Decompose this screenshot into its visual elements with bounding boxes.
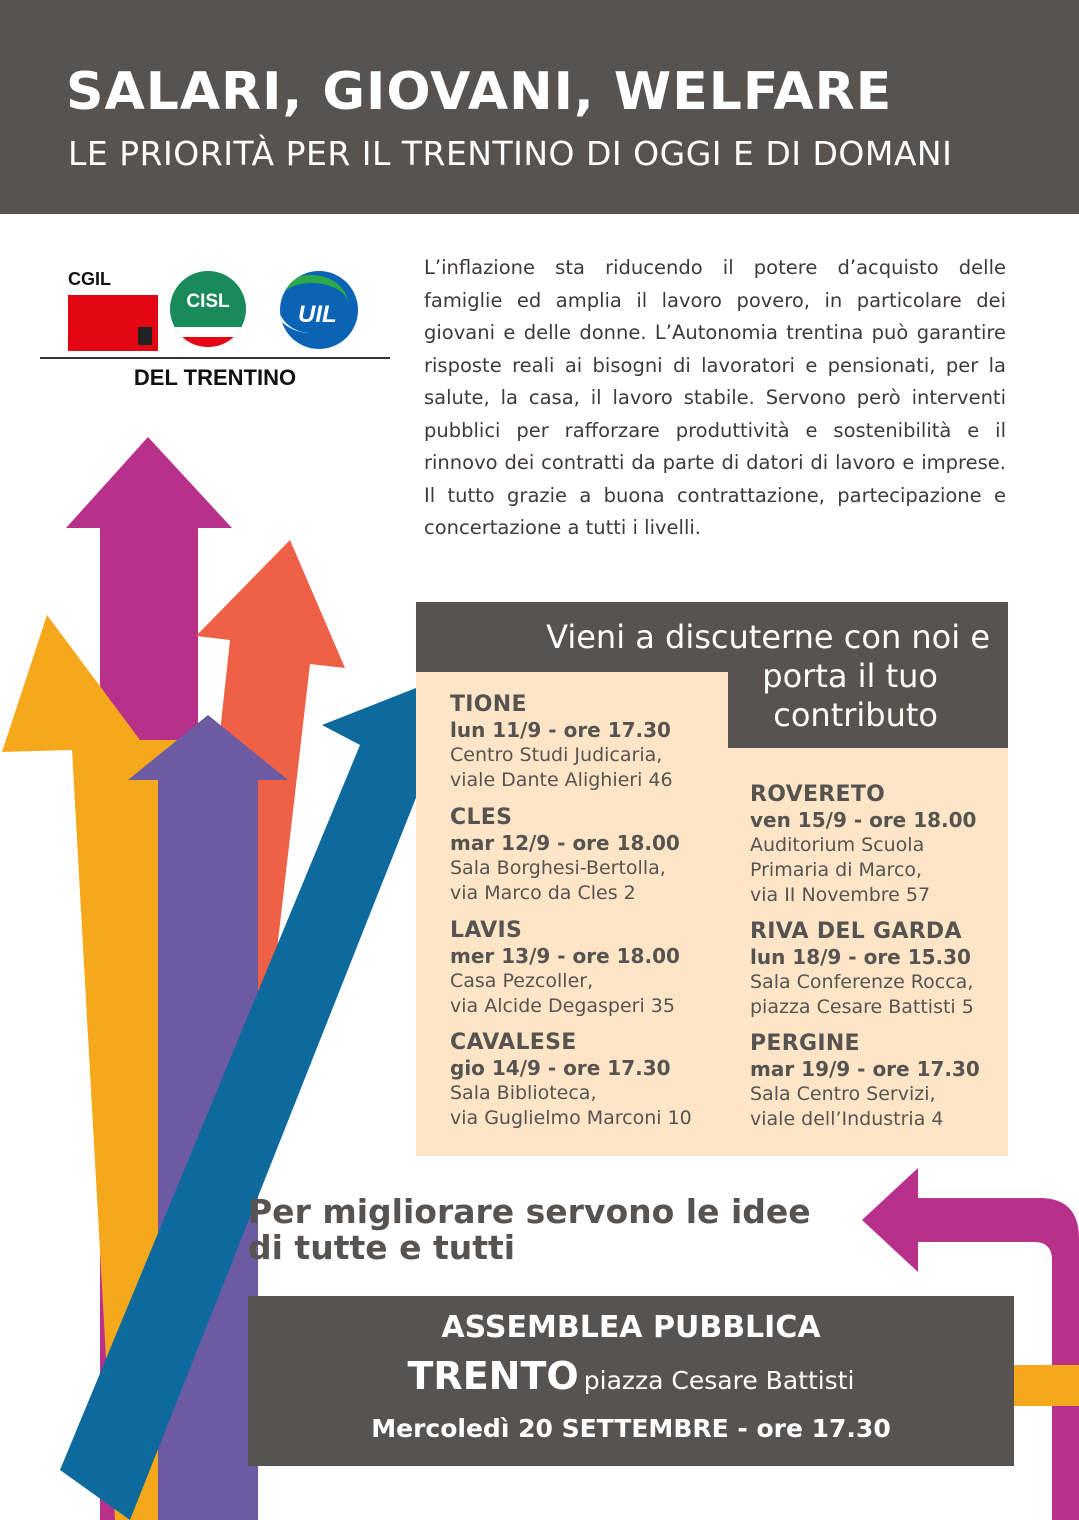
logo-divider	[40, 357, 390, 359]
assembly-location-line	[248, 1354, 1014, 1398]
intro-paragraph: L’inflazione sta riducendo il potere d’acquisto delle famiglie ed amplia il lavoro povero, in particolare dei giovani e delle donne. L’Autonomia trentina può garantire risposte reali ai bisogni di lavoratori e pensionati, per la salute, la casa, il lavoro stabile. Servono però interventi pubblici per rafforzare produttività e sostenibilità e il rinnovo dei contratti da parte di datori di lavoro e imprese. Il tutto grazie a buona contrattazione, partecipazione e concertazione a tutti i livelli.	[424, 256, 1006, 539]
event-datetime: mer 13/9 - ore 18.00	[450, 944, 680, 968]
event-address: viale Dante Alighieri 46	[450, 769, 673, 791]
cisl-logo	[170, 271, 246, 347]
event-datetime: ven 15/9 - ore 18.00	[750, 808, 977, 832]
cisl-logo-text: CISL	[186, 291, 230, 312]
event-venue-2: Primaria di Marco,	[750, 859, 923, 881]
event-city: TIONE	[450, 692, 527, 717]
event-tione	[450, 692, 673, 793]
event-venue: Sala Conferenze Rocca,	[750, 971, 974, 993]
event-address: via Marco da Cles 2	[450, 882, 636, 904]
event-address: viale dell’Industria 4	[750, 1108, 944, 1130]
event-cavalese	[450, 1030, 692, 1131]
event-city: ROVERETO	[750, 782, 886, 807]
cgil-logo	[68, 269, 170, 349]
event-rovereto	[750, 782, 976, 908]
event-venue: Auditorium Scuola	[750, 834, 925, 856]
assembly-title: ASSEMBLEA PUBBLICA	[441, 1310, 821, 1345]
eagle-icon	[138, 327, 152, 345]
event-lavis	[450, 918, 680, 1019]
event-datetime: lun 18/9 - ore 15.30	[750, 945, 971, 969]
union-logos	[40, 265, 390, 395]
events-title-line2: porta il tuo	[762, 657, 938, 695]
logo-subtitle: DEL TRENTINO	[133, 365, 297, 390]
events-title-line1: Vieni a discuterne con noi e	[546, 618, 990, 656]
event-city: PERGINE	[750, 1031, 860, 1056]
event-city: CAVALESE	[450, 1030, 577, 1055]
event-address: via II Novembre 57	[750, 884, 931, 906]
event-city: CLES	[450, 805, 513, 830]
event-datetime: gio 14/9 - ore 17.30	[450, 1056, 671, 1080]
events-title-line3: contributo	[773, 696, 938, 734]
cgil-red-block	[68, 295, 158, 351]
event-pergine	[750, 1031, 980, 1132]
event-address: via Alcide Degasperi 35	[450, 995, 675, 1017]
event-venue: Sala Centro Servizi,	[750, 1083, 936, 1105]
event-address: via Guglielmo Marconi 10	[450, 1107, 692, 1129]
uil-logo-text: UIL	[298, 301, 337, 328]
motto-text	[248, 1194, 811, 1266]
event-datetime: lun 11/9 - ore 17.30	[450, 718, 671, 742]
cisl-stripe	[170, 327, 246, 347]
event-city: RIVA DEL GARDA	[750, 919, 962, 944]
event-venue: Sala Biblioteca,	[450, 1082, 597, 1104]
event-datetime: mar 12/9 - ore 18.00	[450, 831, 680, 855]
event-venue: Casa Pezcoller,	[450, 970, 594, 992]
assembly-panel	[248, 1296, 1014, 1466]
page-subtitle: LE PRIORITÀ PER IL TRENTINO DI OGGI E DI DOMANI	[68, 134, 953, 173]
event-venue: Centro Studi Judicaria,	[450, 744, 663, 766]
header-banner	[0, 0, 1079, 214]
event-cles	[450, 805, 680, 906]
uil-logo	[280, 271, 358, 349]
event-address: piazza Cesare Battisti 5	[750, 996, 974, 1018]
assembly-place: piazza Cesare Battisti	[583, 1366, 855, 1395]
assembly-city: TRENTO	[407, 1354, 579, 1398]
motto-line2: di tutte e tutti	[248, 1228, 516, 1267]
event-city: LAVIS	[450, 918, 523, 943]
event-datetime: mar 19/9 - ore 17.30	[750, 1057, 980, 1081]
assembly-date: Mercoledì 20 SETTEMBRE - ore 17.30	[371, 1414, 891, 1443]
page-title: SALARI, GIOVANI, WELFARE	[66, 62, 893, 122]
event-riva-del-garda	[750, 919, 974, 1020]
motto-line1: Per migliorare servono le idee	[248, 1192, 811, 1231]
event-venue: Sala Borghesi-Bertolla,	[450, 857, 666, 879]
cgil-logo-text: CGIL	[68, 269, 111, 289]
